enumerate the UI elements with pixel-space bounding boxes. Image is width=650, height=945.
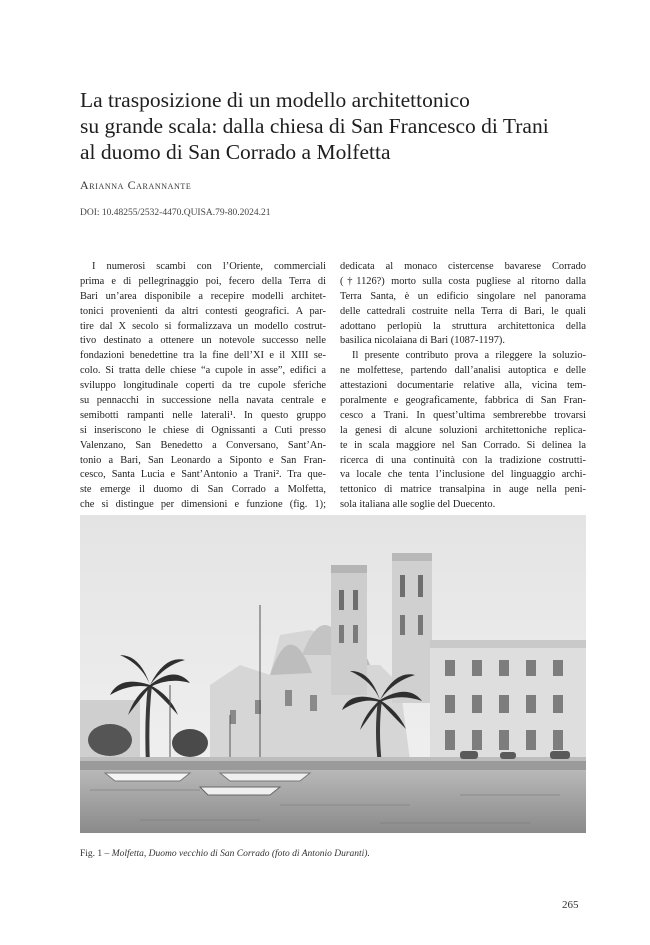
- paragraph: [340, 349, 586, 513]
- title-line-1: La trasposizione di un modello architettonico: [80, 88, 470, 112]
- page-number: 265: [562, 899, 579, 911]
- title-line-3: al duomo di San Corrado a Molfetta: [80, 140, 391, 164]
- figure-caption: [80, 849, 370, 859]
- text-line: Bari un’area disponibile a recepire modelli architet-: [80, 290, 326, 302]
- paragraph: [80, 260, 326, 513]
- text-line: I numerosi scambi con l’Oriente, commerciali: [92, 261, 326, 272]
- text-line: semibotti rampanti nelle laterali¹. In questo gruppo: [80, 409, 326, 421]
- text-line: colo. Si tratta delle chiese “a cupole in asse”, edifici a: [80, 365, 326, 377]
- text-line: te in scala maggiore nel San Corrado. Si delinea la: [340, 439, 586, 451]
- text-line: Terra Santa, è un edificio singolare nel panorama: [340, 290, 586, 302]
- text-line: ste emerge il duomo di San Corrado a Molfetta,: [80, 484, 326, 496]
- text-line: basilica nicolaiana di Bari (1087-1197).: [340, 335, 505, 347]
- text-line: delle cattedrali costruite nella Terra di Bari, le quali: [340, 305, 586, 317]
- left-text-column: [80, 260, 326, 513]
- text-line: tire dal X secolo si formalizzava un modello costrut-: [80, 320, 326, 332]
- article-title: [80, 87, 600, 165]
- figure-photo-molfetta-cathedral: [80, 515, 586, 833]
- text-line: dedicata al monaco cistercense bavarese Corrado: [340, 261, 586, 272]
- text-line: va locale che tenta l’inclusione del linguaggio archi-: [340, 469, 586, 481]
- caption-prefix: Fig. 1 –: [80, 849, 112, 859]
- text-line: ricerca di una continuità con la tradizione costrutti-: [340, 454, 586, 466]
- text-line: che si distingue per dimensioni e funzione (fig. 1);: [80, 499, 326, 511]
- text-line: ne molfettese, partendo dall’analisi autoptica e delle: [340, 365, 586, 377]
- text-line: Valenzano, San Benedetto a Conversano, Sant’An-: [80, 439, 326, 451]
- text-line: attestazioni documentarie relative alla, vicina tem-: [340, 380, 586, 392]
- text-line: tettonico di matrice transalpina in auge nella peni-: [340, 484, 586, 496]
- text-line: tonio a Bari, San Leonardo a Siponto e San Fran-: [80, 454, 326, 466]
- text-line: poralmente e geograficamente, fabbrica di San Fran-: [340, 395, 586, 407]
- text-line: (†1126?) morto sulla costa pugliese al ritorno dalla: [340, 275, 586, 287]
- title-line-2: su grande scala: dalla chiesa di San Francesco di Trani: [80, 114, 549, 138]
- doi-identifier: DOI: 10.48255/2532-4470.QUISA.79-80.2024.21: [80, 208, 271, 218]
- caption-text: Molfetta, Duomo vecchio di San Corrado (foto di Antonio Duranti).: [111, 849, 370, 859]
- right-text-column: [340, 260, 586, 513]
- text-line: tonici provenienti da altri contesti geografici. A par-: [80, 305, 326, 317]
- text-line: si inseriscono le chiese di Ognissanti a Cuti presso: [80, 424, 326, 436]
- text-line: adottano perlopiù la struttura architettonica della: [340, 320, 586, 332]
- text-line: cesco a Trani. In quest’ultima sembrerebbe trovarsi: [340, 409, 586, 421]
- text-line: sola italiana alle soglie del Duecento.: [340, 499, 496, 511]
- text-line: cesco, Santa Lucia e Sant’Antonio a Trani². Tra que-: [80, 469, 326, 481]
- text-line: tivo destinato a ottenere un notevole successo nelle: [80, 335, 326, 347]
- text-line: la genesi di alcune soluzioni architettoniche replica-: [340, 424, 586, 436]
- paragraph: [340, 260, 586, 349]
- text-line: sviluppo longitudinale coperti da tre cupole sferiche: [80, 380, 326, 392]
- text-line: su pennacchi in successione nella navata centrale e: [80, 395, 326, 407]
- author-name: Arianna Carannante: [80, 178, 192, 192]
- text-line: Il presente contributo prova a rileggere la soluzio-: [352, 350, 586, 362]
- text-line: prima e di pellegrinaggio poi, fecero della Terra di: [80, 275, 326, 287]
- text-line: fondazioni benedettine tra la fine dell’XI e il XIII se-: [80, 350, 326, 362]
